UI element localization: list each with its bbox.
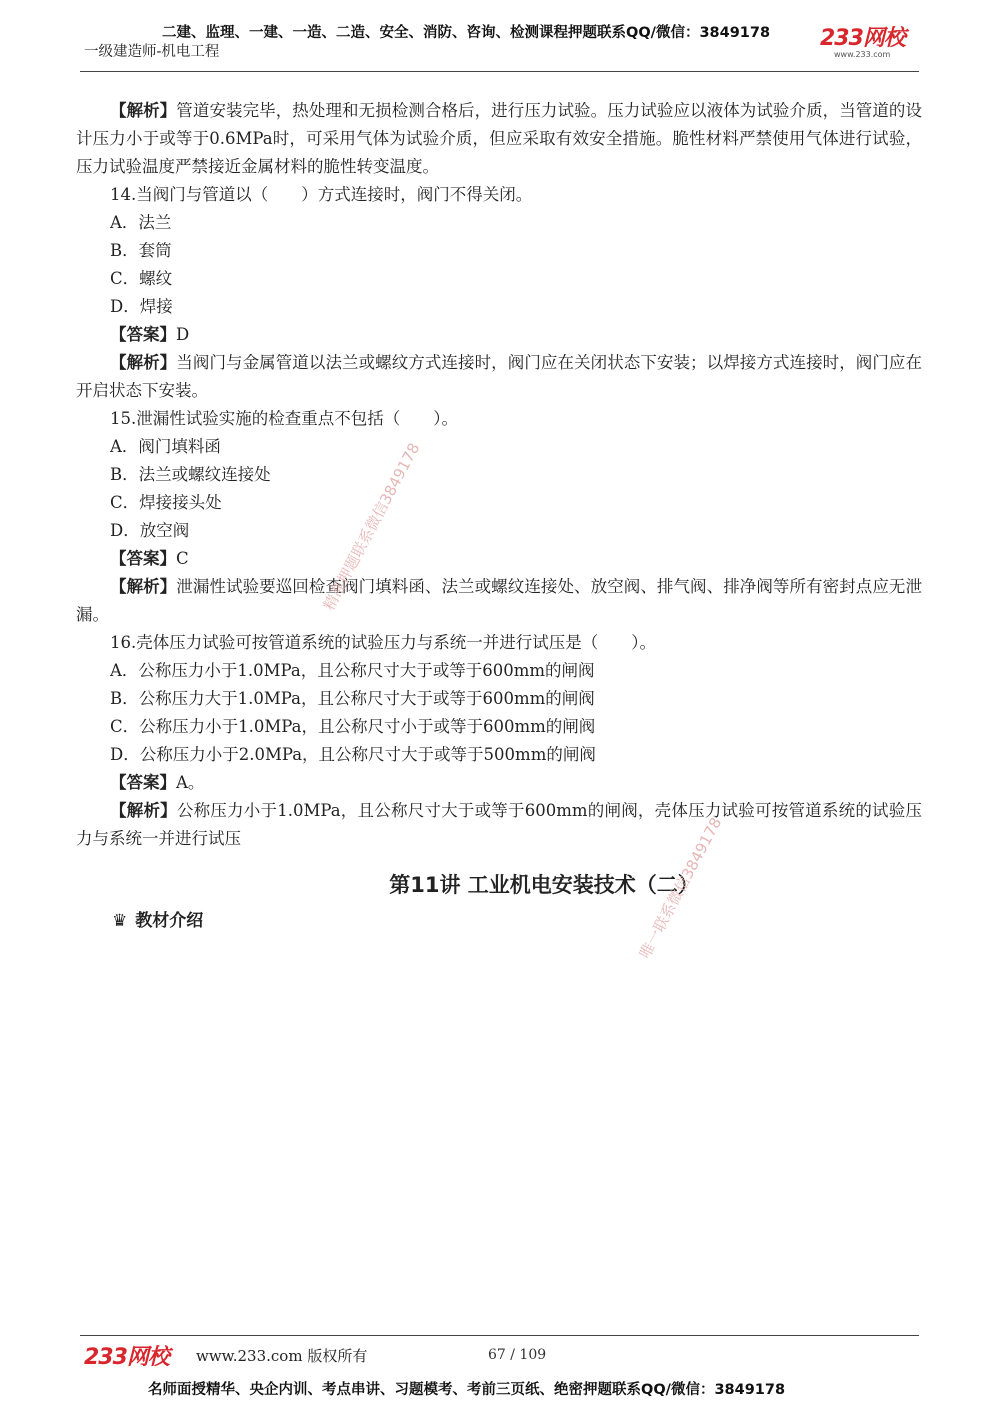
answer-value: D — [176, 325, 190, 344]
question-stem: 14.当阀门与管道以（ ）方式连接时，阀门不得关闭。 — [110, 185, 533, 204]
footer-logo[interactable]: 233网校 — [84, 1345, 169, 1370]
analysis-tag: 【解析】 — [110, 101, 177, 120]
question-stem: 15.泄漏性试验实施的检查重点不包括（ ）。 — [110, 409, 458, 428]
analysis-text: 管道安装完毕，热处理和无损检测合格后，进行压力试验。压力试验应以液体为试验介质，当管道的设计压力小于或等于0.6MPa时，可采用气体为试验介质，但应采取有效安全措施。脆性材料严禁使用气体进行试验，压力试验温度严禁接近金属材料的脆性转变温度。 — [76, 101, 923, 176]
analysis-paragraph — [76, 573, 922, 629]
option: A．法兰 — [110, 213, 172, 232]
option: A．公称压力小于1.0MPa，且公称尺寸大于或等于600mm的闸阀 — [110, 661, 595, 680]
option: D．公称压力小于2.0MPa，且公称尺寸大于或等于500mm的闸阀 — [110, 745, 596, 764]
answer-tag: 【答案】 — [110, 773, 176, 792]
answer-value: C — [176, 549, 189, 568]
answer-tag: 【答案】 — [110, 549, 176, 568]
logo-text: 233网校 — [820, 26, 905, 51]
option: B．套筒 — [110, 241, 172, 260]
answer-line — [76, 769, 922, 797]
header-banner: 二建、监理、一建、一造、二造、安全、消防、咨询、检测课程押题联系QQ/微信：3849178 — [162, 25, 771, 41]
option: D．放空阀 — [110, 521, 190, 540]
section-title: 第11讲 工业机电安装技术（二） — [389, 873, 699, 897]
header-logo[interactable] — [820, 28, 920, 64]
header-divider — [80, 71, 919, 72]
analysis-tag: 【解析】 — [110, 801, 177, 820]
option: C．公称压力小于1.0MPa，且公称尺寸小于或等于600mm的闸阀 — [110, 717, 596, 736]
analysis-paragraph — [76, 97, 922, 181]
watermark: 唯一联系微信3849178 — [635, 814, 726, 962]
crown-icon: ♛ — [112, 911, 128, 931]
textbook-intro-label: 教材介绍 — [135, 911, 204, 931]
page-number: 67 / 109 — [488, 1347, 547, 1363]
analysis-text: 当阀门与金属管道以法兰或螺纹方式连接时，阀门应在关闭状态下安装；以焊接方式连接时，阀门应在开启状态下安装。 — [76, 353, 923, 400]
watermark: 精准押题联系微信3849178 — [319, 439, 424, 614]
subject-label: 一级建造师-机电工程 — [84, 44, 220, 60]
footer-divider — [80, 1335, 919, 1336]
footer-copyright: www.233.com 版权所有 — [196, 1347, 368, 1365]
analysis-paragraph — [76, 349, 922, 405]
option: C．螺纹 — [110, 269, 173, 288]
answer-tag: 【答案】 — [110, 325, 176, 344]
option: C．焊接接头处 — [110, 493, 222, 512]
option: B．公称压力大于1.0MPa，且公称尺寸大于或等于600mm的闸阀 — [110, 689, 595, 708]
answer-line — [76, 545, 922, 573]
analysis-tag: 【解析】 — [110, 577, 177, 596]
answer-line — [76, 321, 922, 349]
footer-banner: 名师面授精华、央企内训、考点串讲、习题模考、考前三页纸、绝密押题联系QQ/微信：3849178 — [148, 1382, 786, 1398]
analysis-paragraph — [76, 797, 922, 853]
document-body — [76, 97, 922, 935]
logo-url: www.233.com — [834, 50, 891, 59]
analysis-text: 泄漏性试验要巡回检查阀门填料函、法兰或螺纹连接处、放空阀、排气阀、排净阀等所有密封点应无泄漏。 — [76, 577, 923, 624]
analysis-text: 公称压力小于1.0MPa，且公称尺寸大于或等于600mm的闸阀，壳体压力试验可按管道系统的试验压力与系统一并进行试压 — [76, 801, 923, 848]
option: A．阀门填料函 — [110, 437, 221, 456]
question-stem: 16.壳体压力试验可按管道系统的试验压力与系统一并进行试压是（ ）。 — [110, 633, 656, 652]
option: B．法兰或螺纹连接处 — [110, 465, 271, 484]
analysis-tag: 【解析】 — [110, 353, 177, 372]
textbook-intro-heading — [76, 907, 922, 935]
answer-value: A。 — [176, 773, 205, 792]
option: D．焊接 — [110, 297, 173, 316]
